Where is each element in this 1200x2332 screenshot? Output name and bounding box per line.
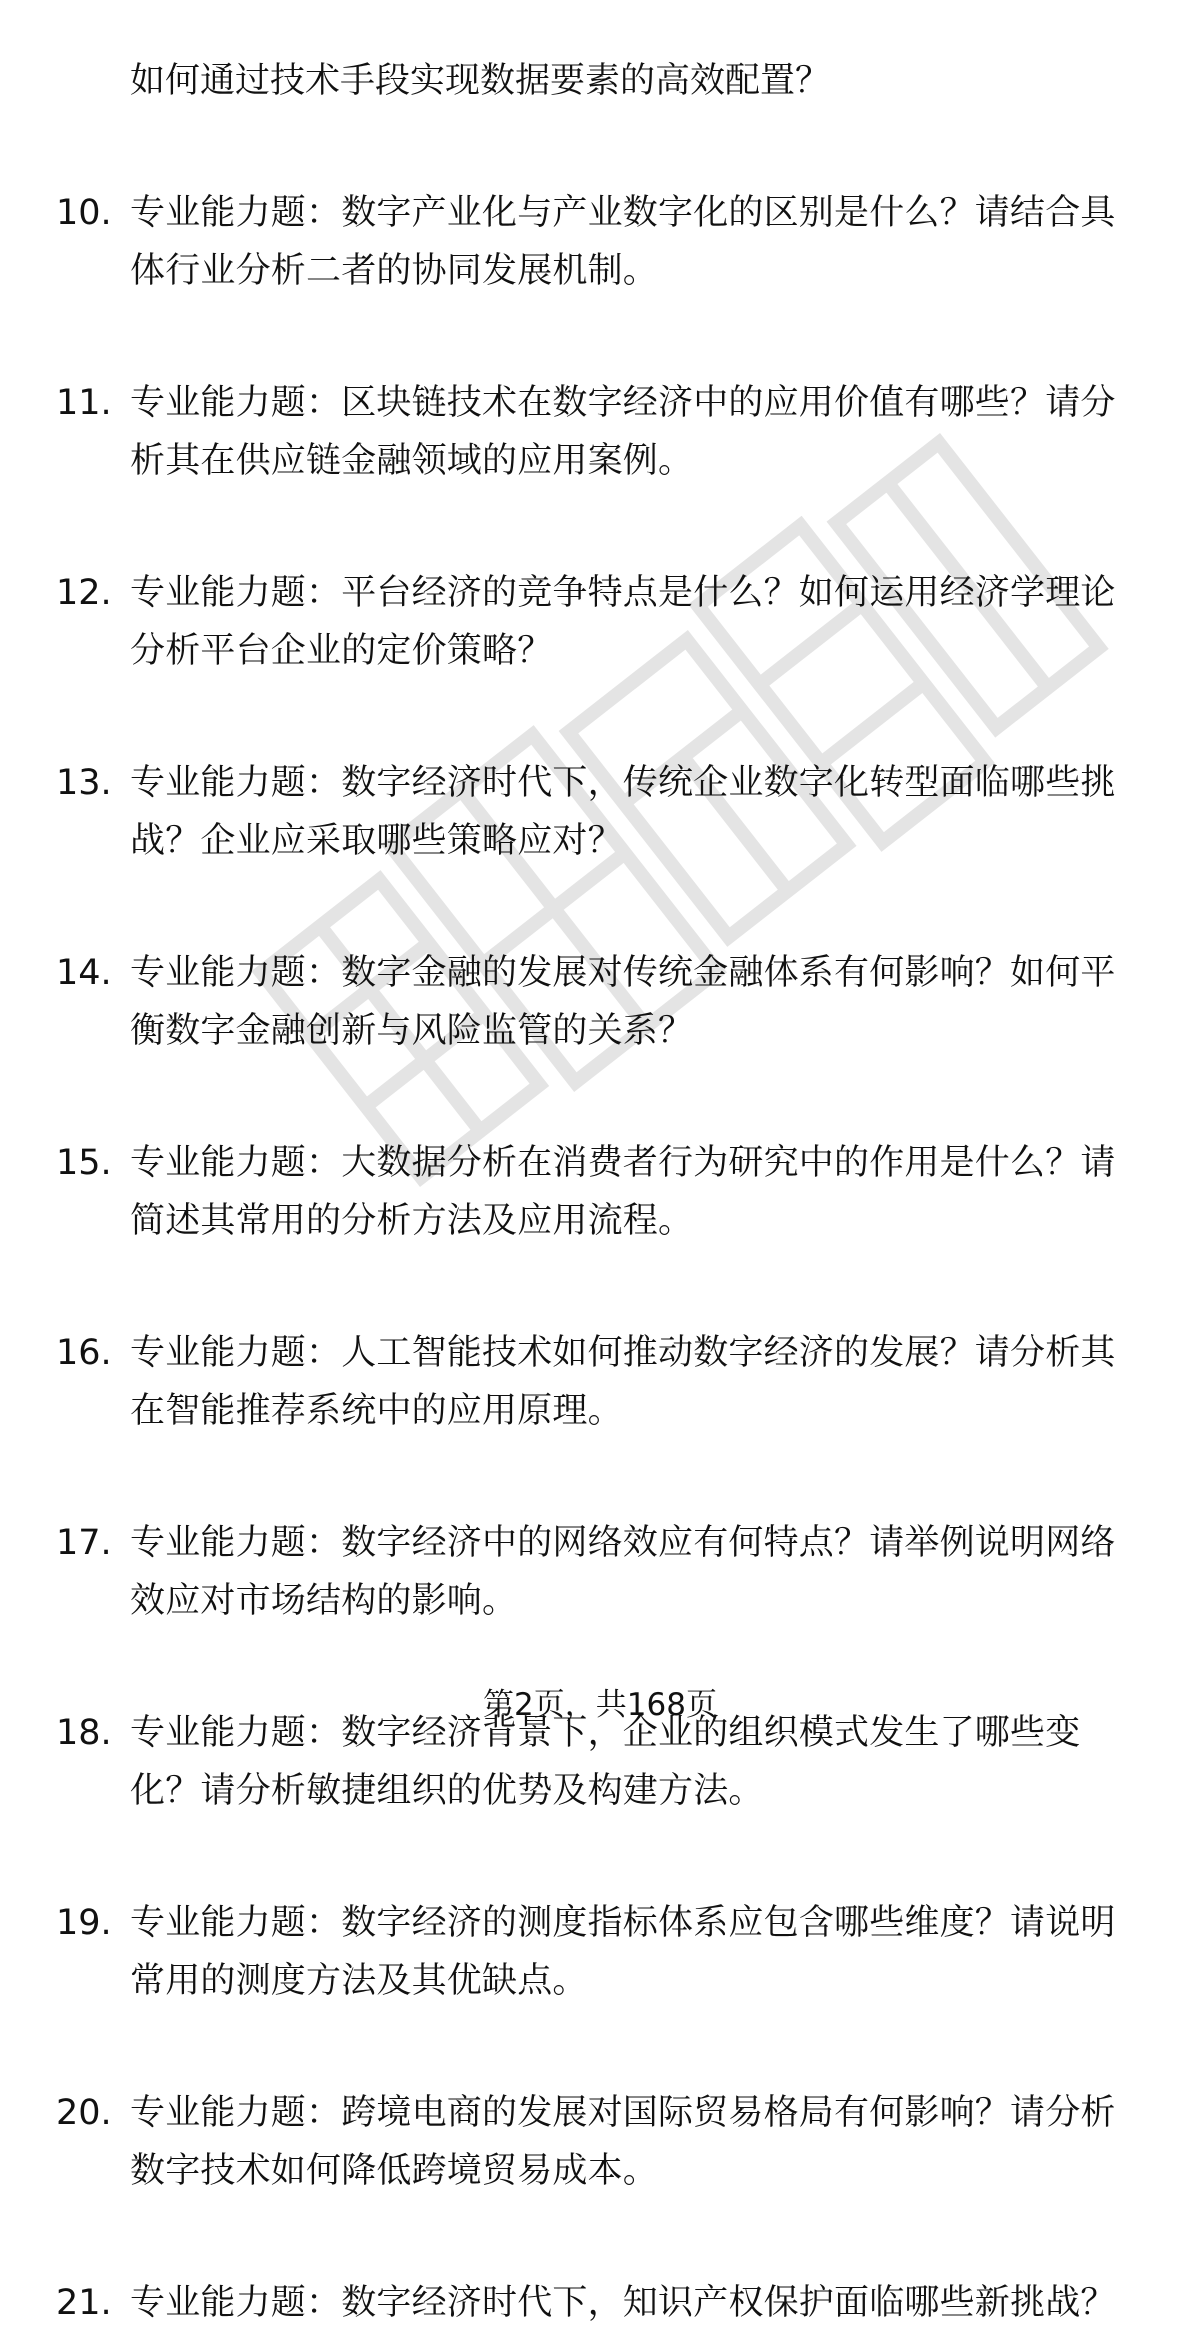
question-line: 衡数字金融创新与风险监管的关系？ bbox=[130, 1011, 694, 1051]
page-number-footer: 第2页，共168页 bbox=[483, 1687, 717, 1723]
question-item bbox=[0, 564, 1200, 680]
question-item bbox=[0, 2274, 1200, 2332]
question-item bbox=[0, 374, 1200, 490]
question-line: 专业能力题：数字金融的发展对传统金融体系有何影响？如何平 bbox=[130, 953, 1116, 993]
question-line: 专业能力题：平台经济的竞争特点是什么？如何运用经济学理论 bbox=[130, 573, 1116, 613]
question-line: 专业能力题：数字产业化与产业数字化的区别是什么？请结合具 bbox=[130, 193, 1116, 233]
question-line: 专业能力题：人工智能技术如何推动数字经济的发展？请分析其 bbox=[130, 1333, 1116, 1373]
question-text bbox=[130, 1514, 1140, 1630]
question-number: 13. bbox=[56, 763, 112, 803]
question-item bbox=[0, 1134, 1200, 1250]
question-line: 专业能力题：区块链技术在数字经济中的应用价值有哪些？请分 bbox=[130, 383, 1116, 423]
question-text bbox=[130, 564, 1140, 680]
question-line: 专业能力题：数字经济时代下，传统企业数字化转型面临哪些挑 bbox=[130, 763, 1116, 803]
question-item bbox=[0, 2084, 1200, 2200]
question-line: 专业能力题：数字经济时代下，知识产权保护面临哪些新挑战？ bbox=[130, 2283, 1116, 2323]
question-line: 专业能力题：大数据分析在消费者行为研究中的作用是什么？请 bbox=[130, 1143, 1116, 1183]
question-item bbox=[0, 944, 1200, 1060]
question-list bbox=[0, 52, 1200, 2332]
question-line: 体行业分析二者的协同发展机制。 bbox=[130, 251, 659, 291]
question-number: 16. bbox=[56, 1333, 112, 1373]
question-item bbox=[0, 1514, 1200, 1630]
question-number: 15. bbox=[56, 1143, 112, 1183]
question-item bbox=[0, 1894, 1200, 2010]
question-item bbox=[0, 754, 1200, 870]
question-line: 专业能力题：跨境电商的发展对国际贸易格局有何影响？请分析 bbox=[130, 2093, 1116, 2133]
question-line: 战？企业应采取哪些策略应对？ bbox=[130, 821, 623, 861]
question-text bbox=[130, 2084, 1140, 2200]
question-number: 19. bbox=[56, 1903, 112, 1943]
question-line: 简述其常用的分析方法及应用流程。 bbox=[130, 1201, 694, 1241]
question-line: 化？请分析敏捷组织的优势及构建方法。 bbox=[130, 1771, 764, 1811]
question-text bbox=[130, 754, 1140, 870]
question-line: 专业能力题：数字经济背景下，企业的组织模式发生了哪些变 bbox=[130, 1713, 1081, 1753]
question-item bbox=[0, 1324, 1200, 1440]
question-text bbox=[130, 2274, 1140, 2332]
question-line: 效应对市场结构的影响。 bbox=[130, 1581, 518, 1621]
question-text bbox=[130, 1324, 1140, 1440]
question-text bbox=[130, 374, 1140, 490]
question-line: 常用的测度方法及其优缺点。 bbox=[130, 1961, 588, 2001]
question-item bbox=[0, 184, 1200, 300]
question-number: 21. bbox=[56, 2283, 112, 2323]
continuation-line: 如何通过技术手段实现数据要素的高效配置？ bbox=[130, 61, 831, 101]
question-line: 专业能力题：数字经济中的网络效应有何特点？请举例说明网络 bbox=[130, 1523, 1116, 1563]
question-number: 14. bbox=[56, 953, 112, 993]
question-number: 10. bbox=[56, 193, 112, 233]
question-text bbox=[130, 944, 1140, 1060]
question-text bbox=[130, 1894, 1140, 2010]
question-line: 分析平台企业的定价策略？ bbox=[130, 631, 553, 671]
question-number: 18. bbox=[56, 1713, 112, 1753]
question-text bbox=[130, 1134, 1140, 1250]
question-number: 20. bbox=[56, 2093, 112, 2133]
question-line: 专业能力题：数字经济的测度指标体系应包含哪些维度？请说明 bbox=[130, 1903, 1116, 1943]
question-number: 17. bbox=[56, 1523, 112, 1563]
question-line: 析其在供应链金融领域的应用案例。 bbox=[130, 441, 694, 481]
question-number: 11. bbox=[56, 383, 112, 423]
question-text bbox=[130, 184, 1140, 300]
question-line: 在智能推荐系统中的应用原理。 bbox=[130, 1391, 623, 1431]
question-line: 数字技术如何降低跨境贸易成本。 bbox=[130, 2151, 659, 2191]
question-number: 12. bbox=[56, 573, 112, 613]
